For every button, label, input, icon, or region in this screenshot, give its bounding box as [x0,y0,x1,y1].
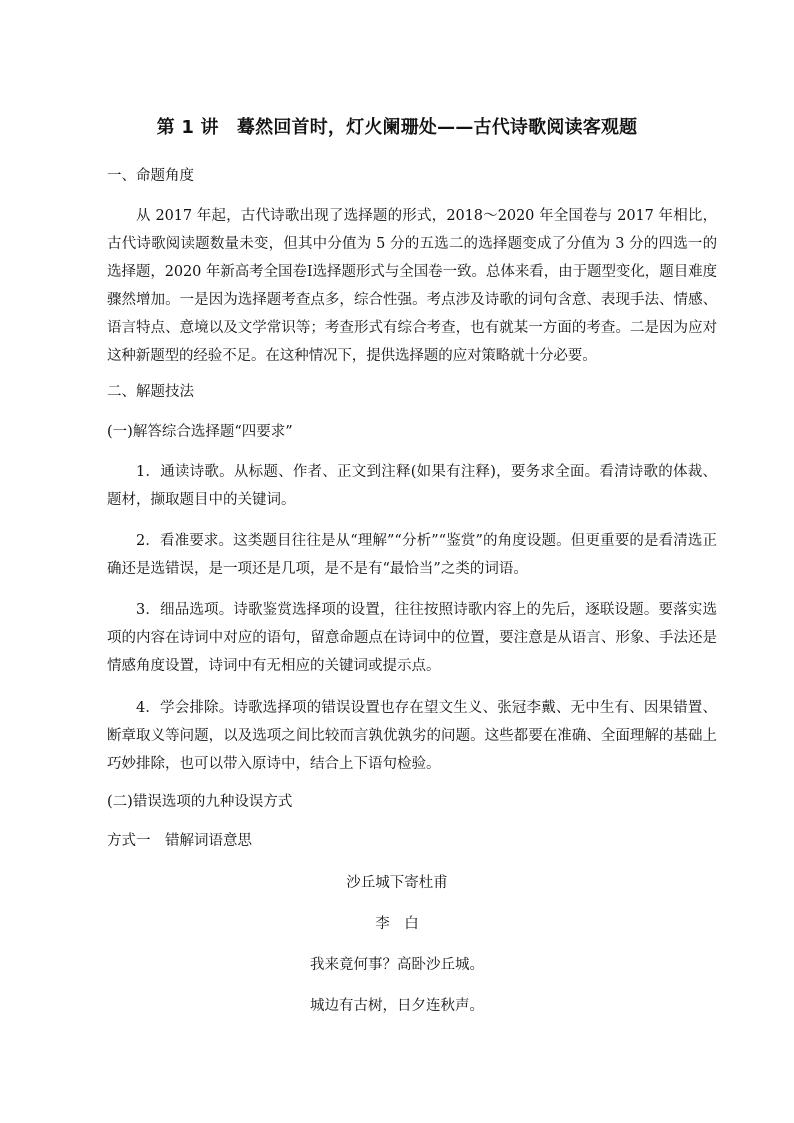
poem-title: 沙丘城下寄杜甫 [346,875,448,891]
subheading-nine-errors: (二)错误选项的九种设误方式 [107,794,293,810]
poem-line-2: 城边有古树，日夕连秋声。 [310,998,484,1014]
subheading-four-requirements: (一)解答综合选择题“四要求” [107,424,293,440]
list-item-1: 1．通读诗歌。从标题、作者、正文到注释(如果有注释)，要务求全面。看清诗歌的体裁、题材，撷取题目中的关键词。 [107,464,717,508]
list-item-4: 4．学会排除。诗歌选择项的错误设置也存在望文生义、张冠李戴、无中生有、因果错置、断章取义等问题，以及选项之间比较而言孰优孰劣的问题。这些都要在准确、全面理解的基础上巧妙排除，也可以带入原诗中，结合上下语句检验。 [107,700,717,772]
list-item-2: 2．看准要求。这类题目往往是从“理解”“分析”“鉴赏”的角度设题。但更重要的是看清选正确还是选错误，是一项还是几项，是不是有“最恰当”之类的词语。 [107,533,717,577]
poem-author: 李 白 [375,916,419,932]
section-heading-method: 二、解题技法 [107,384,194,400]
section-heading-angle: 一、命题角度 [107,168,194,184]
paragraph-angle: 从 2017 年起，古代诗歌出现了选择题的形式，2018～2020 年全国卷与 2017 年相比，古代诗歌阅读题数量未变，但其中分值为 5 分的五选二的选择题变成了分值为 3 分的四选一的选择题，2020 年新高考全国卷Ⅰ选择题形式与全国卷一致。总体来看，由于题型变化，题目难度骤然增加。一是因为选择题考查点多，综合性强。考点涉及诗歌的词句含意、表现手法、情感、语言特点、意境以及文学常识等；考查形式有综合考查，也有就某一方面的考查。二是因为应对这种新题型的经验不足。在这种情况下，提供选择题的应对策略就十分必要。 [107,208,717,364]
poem-line-1: 我来竟何事？高卧沙丘城。 [310,957,484,973]
list-item-3: 3．细品选项。诗歌鉴赏选择项的设置，往往按照诗歌内容上的先后，逐联设题。要落实选项的内容在诗词中对应的语句，留意命题点在诗词中的位置，要注意是从语言、形象、手法还是情感角度设置，诗词中有无相应的关键词或提示点。 [107,602,717,674]
document-title: 第 1 讲 蓦然回首时，灯火阑珊处——古代诗歌阅读客观题 [156,117,638,138]
method-one-heading: 方式一 错解词语意思 [107,833,252,849]
